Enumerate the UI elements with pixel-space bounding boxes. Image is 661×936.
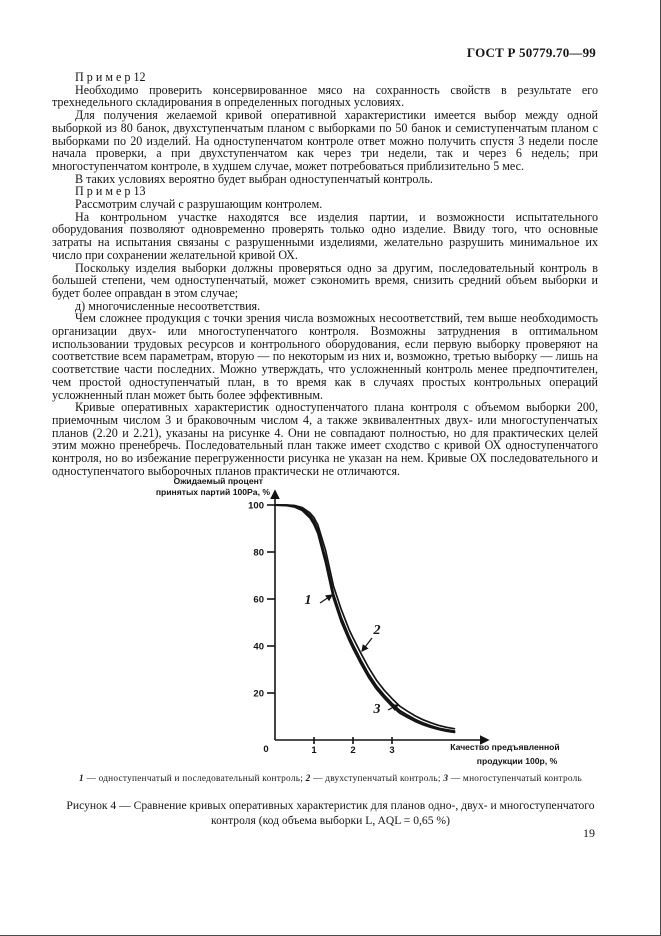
svg-text:1: 1 (311, 745, 317, 756)
figure-legend (0, 774, 661, 784)
paragraph: Необходимо проверить консервированное мясо на сохранность свойств в результате его трехнедельного складирования в определенных погодных условиях. (52, 82, 598, 110)
list-item-d: д) многочисленные несоответствия. (75, 298, 261, 313)
legend-text-2: — двухступенчатый контроль; (313, 774, 441, 784)
paragraph: Для получения желаемой кривой оперативной характеристики имеется выбор между одной выборкой из 80 банок, двухступенчатым планом с выборками по 50 банок и семиступенчатым планом с выборками по 20 изделий. На одноступенчатом контроле ответ можно получить спустя 3 недели после начала проверки, а при двухступенчатом как через три недели, так и через 6 недель; при многоступенчатом контроле, в худшем случае, может потребоваться приблизительно 5 мес. (52, 108, 598, 173)
figure-caption-line1: Рисунок 4 — Сравнение кривых оперативных характеристик для планов одно-, двух- и многоступенчатого (66, 799, 595, 812)
svg-text:80: 80 (253, 547, 264, 559)
legend-key-1: 1 (78, 774, 84, 784)
svg-text:60: 60 (253, 594, 264, 606)
figure-caption (0, 798, 661, 828)
svg-text:1: 1 (304, 593, 312, 608)
svg-text:100: 100 (248, 500, 264, 512)
page-number: 19 (583, 826, 595, 840)
paragraph: В таких условиях вероятно будет выбран одноступенчатый контроль. (75, 171, 433, 186)
paragraph: Чем сложнее продукция с точки зрения числа возможных несоответствий, тем выше необходимость организации двух- или многоступенчатого контроля. Возможны затруднения в оптимальном использовании трудовых ресурсов и контрольного оборудования, если первую выборку проверяют на соответствие всем параметрам, вторую — по некоторым из них и, возможно, третью выборку — лишь на соответствие части последних. Можно утверждать, что усложненный контроль менее предпочтителен, чем простой одноступенчатый план, в то время как в случаях простых контрольных операций усложненный план может быть более эффективным. (52, 311, 598, 402)
paragraph: Рассмотрим случай с разрушающим контролем. (75, 197, 323, 212)
figure-caption-line2: контроля (код объема выборки L, AQL = 0,65 %) (211, 814, 450, 827)
svg-text:продукции 100p, %: продукции 100p, % (476, 756, 558, 766)
example-13-label: П р и м е р 13 (75, 184, 146, 199)
legend-key-2: 2 (305, 774, 311, 784)
paragraph: Поскольку изделия выборки должны проверяться одно за другим, последовательный контроль в большей степени, чем одноступенчатый, может сэкономить время, снизить средний объем выборки и будет более оправдан в этом случае; (52, 260, 598, 300)
paragraph: На контрольном участке находятся все изделия партии, и возможности испытательного оборудования позволяют одновременно проверять только одно изделие. Ввиду того, что основные затраты на испытания связаны с разрушенными изделиями, желательно разрушить минимальное их число при сохранении желательной кривой ОХ. (52, 209, 598, 262)
svg-text:0: 0 (263, 744, 269, 755)
body-text (52, 71, 598, 478)
svg-text:2: 2 (373, 623, 381, 638)
svg-text:20: 20 (253, 688, 264, 700)
legend-text-1: — одноступенчатый и последовательный контроль; (86, 774, 304, 784)
oc-curves-chart (150, 476, 630, 778)
legend-text-3: — многоступенчатый контроль (450, 774, 583, 784)
example-12-label: П р и м е р 12 (75, 70, 146, 84)
legend-key-3: 3 (443, 774, 449, 784)
svg-text:2: 2 (350, 745, 356, 756)
doc-number-header: ГОСТ Р 50779.70—99 (466, 45, 596, 60)
paragraph: Кривые оперативных характеристик одноступенчатого плана контроля с объемом выборки 200, приемочным числом 3 и браковочным числом 4, а также эквивалентных двух- или многоступенчатых планов (2.20 и 2.21), указаны на рисунке 4. Они не совпадают полностью, но для практических целей этим можно пренебречь. Последовательный план также имеет сходство с кривой ОХ одноступенчатого контроля, но во избежание перегруженности рисунка не указан на нем. Кривые ОХ последовательного и одноступенчатого выборочных планов практически не отличаются. (52, 400, 598, 478)
svg-text:3: 3 (389, 745, 395, 756)
svg-text:принятых партий 100Pa, %: принятых партий 100Pa, % (155, 487, 270, 497)
svg-text:Ожидаемый процент: Ожидаемый процент (173, 476, 263, 486)
svg-text:3: 3 (373, 702, 381, 717)
svg-text:Качество предъявленной: Качество предъявленной (450, 742, 560, 752)
svg-text:40: 40 (253, 641, 264, 653)
